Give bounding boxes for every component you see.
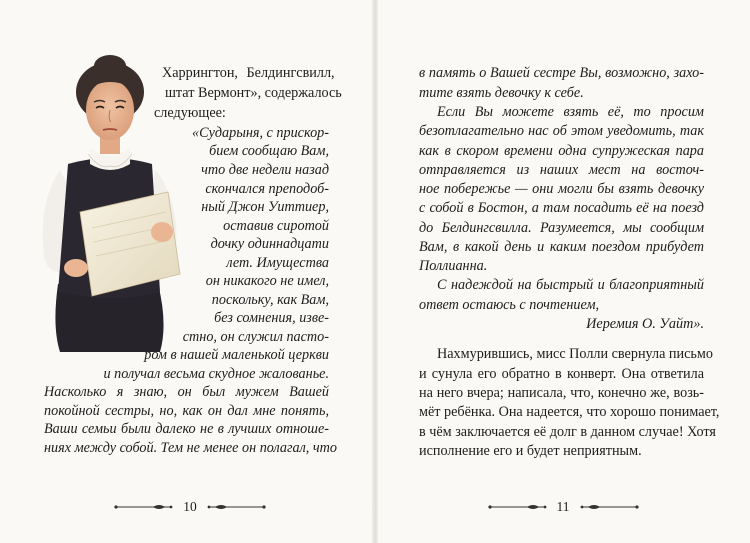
text-line: Ваши семьи были далеко не в лучших отноше- <box>44 421 329 437</box>
text-line: поскольку, как Вам, <box>211 292 329 308</box>
text-line: Вам, в какой день и каким поездом прибудет <box>419 239 704 255</box>
page-number: 11 <box>556 499 570 514</box>
text-line: как в скором времени одна супружеская пара <box>419 143 704 159</box>
text-line: ром в нашей маленькой церкви <box>144 347 329 363</box>
text-line: бием сообщаю Вам, <box>209 143 329 159</box>
text-line: штат Вермонт», содержалось <box>165 85 342 101</box>
footer-ornament-icon <box>113 502 175 512</box>
text-line: дочку одиннадцати <box>210 236 329 252</box>
text-line: скончался преподоб- <box>205 181 329 197</box>
footer-ornament-icon <box>205 502 267 512</box>
text-line: безотлагательно нас об этом уведомить, так <box>419 123 704 139</box>
text-line: тите взять девочку к себе. <box>419 85 584 101</box>
text-line: лет. Имущества <box>226 255 329 271</box>
text-line: в память о Вашей сестре Вы, возможно, захо- <box>419 65 704 81</box>
page-footer <box>478 496 648 518</box>
text-line: и получал весьма скудное жалованье. <box>103 366 329 382</box>
text-line: Нахмурившись, мисс Полли свернула письмо <box>437 346 713 362</box>
page-number: 10 <box>183 499 197 514</box>
text-line: на него вчера; написала, что, конечно же, возь- <box>419 385 704 401</box>
page-footer <box>105 496 275 518</box>
text-line: без сомнения, изве- <box>214 310 329 326</box>
footer-ornament-icon <box>578 502 640 512</box>
text-line: он никакого не имел, <box>205 273 329 289</box>
text-line: следующее: <box>154 105 226 121</box>
text-line: оставив сиротой <box>223 218 329 234</box>
text-line: что две недели назад <box>201 162 329 178</box>
text-line: «Сударыня, с прискор- <box>192 125 329 141</box>
text-line: С надеждой на быстрый и благоприятный <box>437 277 704 293</box>
text-line: Поллианна. <box>419 258 488 274</box>
text-line: исполнение его и будет неприятным. <box>419 443 642 459</box>
text-line: стно, он служил пасто- <box>182 329 329 345</box>
right-page <box>378 0 750 543</box>
text-line: Насколько я знаю, он был мужем Вашей <box>44 384 329 400</box>
text-line: в чём заключается её долг в данном случае! Хотя <box>419 424 716 440</box>
text-line: Харрингтон, Белдингсвилл, <box>162 65 335 81</box>
footer-ornament-icon <box>487 502 549 512</box>
left-page <box>0 0 372 543</box>
text-line: до Белдингсвилла. Разумеется, мы сообщим <box>419 220 704 236</box>
letter-signature: Иеремия О. Уайт». <box>586 316 704 332</box>
text-line: Если Вы можете взять её, то просим <box>437 104 704 120</box>
text-line: ный Джон Уиттиер, <box>201 199 329 215</box>
text-line: и сунула его обратно в конверт. Она ответила <box>419 366 704 382</box>
text-line: ответ остаюсь с почтением, <box>419 297 600 313</box>
text-line: отправляется из наших мест на восточ- <box>419 162 704 178</box>
text-line: с собой в Бостон, а там посадить её на поезд <box>419 200 704 216</box>
text-line: мёт ребёнка. Она надеется, что хорошо понимает, <box>419 404 720 420</box>
text-line: ниях между собой. Тем не менее он полагал, что <box>44 440 337 456</box>
text-line: ное побережье — они могли бы взять девочку <box>419 181 704 197</box>
text-line: покойной сестры, но, как он дал мне понять, <box>44 403 329 419</box>
